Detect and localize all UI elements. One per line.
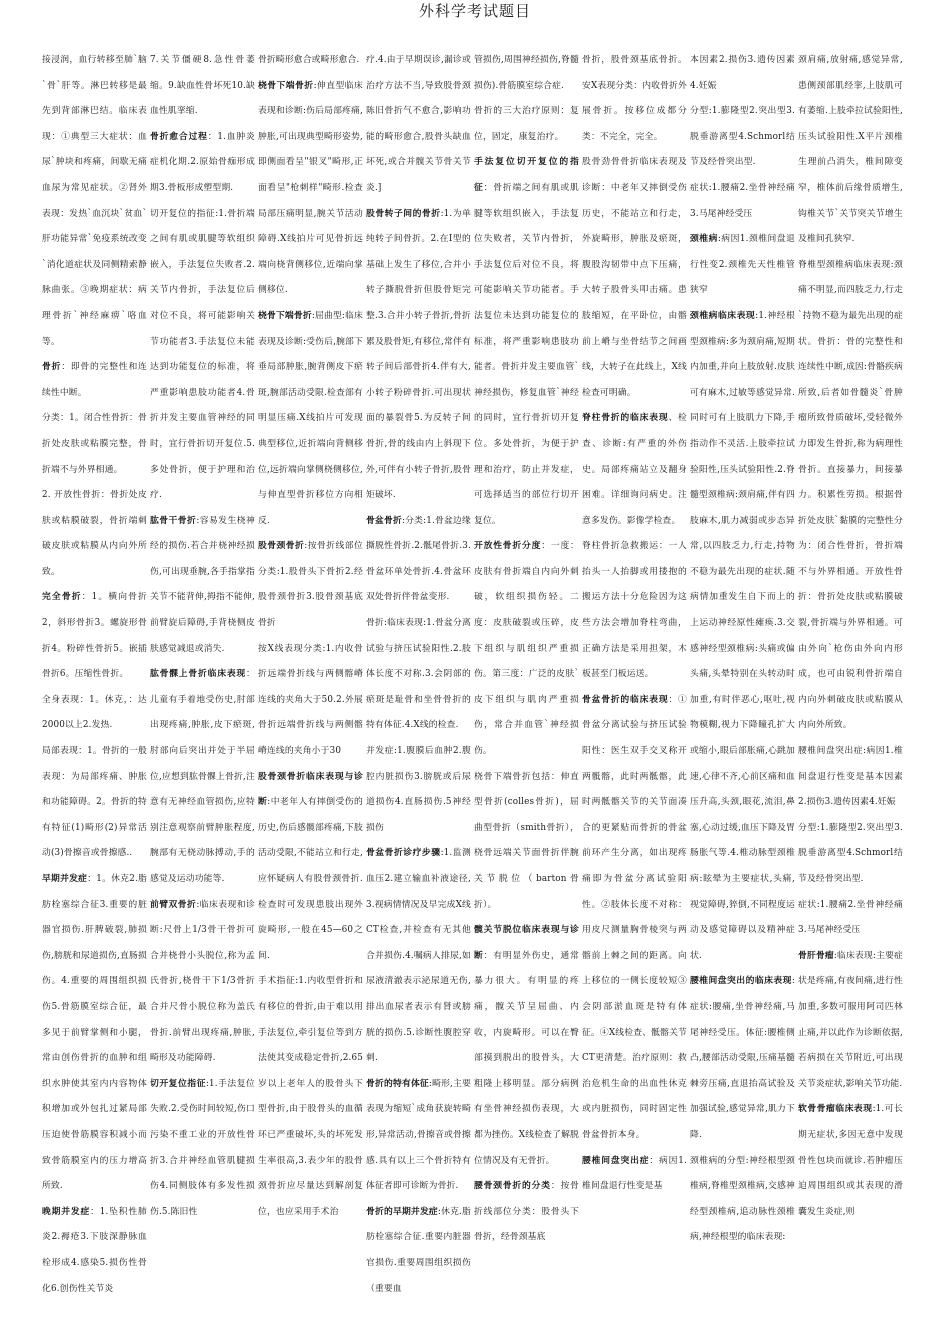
bold-term: 股骨颈骨折: [258, 541, 305, 552]
paragraph-text: 脊柱骨折急救搬运：一人抬头一人抬脚或用搂抱的搬运方法十分危险因为这些方法会增加脊柱弯曲，正确方法是采用担架，木板甚至门板运送。: [582, 541, 687, 680]
paragraph: [258, 637, 363, 765]
column-6: [582, 48, 687, 1338]
paragraph: [366, 739, 471, 841]
paragraph-text: :屈曲型:临床表现及诊断:受伤后,腕部下垂局部肿胀,腕背侧皮下瘀斑,腕部活动受限.检查部有明显压痛.X线拍片可发现典型移位,近折端向背侧移位,远折端向掌侧桡侧移位,与伸直型骨折移位方向相反.: [258, 310, 363, 526]
paragraph-text: ：骨折端之间有肌或肌腱等软组织嵌入，手法复位失败者，关节内骨折，手法复位后对位不良，将可能影响关节功能者。手法复位未达到功能复位的标准，将严重影响患肢功能者。骨折并发主要血管`神经损伤，修复血管`神经的同时，宜行骨折切开复位。多处骨折，为便于护理和治疗，防止并发症，可选择适当的部位行切开复位。: [474, 182, 579, 526]
paragraph-text: :1.手法复位失败.2.受伤时间较短,伤口污染不重工业的开放性骨折3.合并神经血管肌腱损伤4.同侧肢体有多发性损伤.5.陈旧性: [150, 1078, 255, 1217]
paragraph-text: 疗.4.由于早期误诊,漏诊或治疗方法不当,导致股骨颈陈旧骨折气不愈合,影响功能的畸形愈合,股骨头缺血坏死,或合并髋关节骨关节炎.]: [366, 55, 471, 193]
paragraph: [582, 406, 687, 534]
paragraph-text: 、检查、诊断:有严重的外伤史。局部疼痛站立及翻身困难。详细询问病史。注意多发伤。影像学检查。: [582, 413, 687, 526]
paragraph-text: 本因素2.损伤3.遗传因素4.妊娠: [690, 55, 795, 91]
paragraph-text: 分类：1。闭合性骨折：骨折处皮肤或粘膜完整，骨折端不与外界相通。: [42, 413, 147, 475]
paragraph-text: :病因1.颈椎间盘退行性变2.颈椎先天性椎管狭窄: [690, 234, 795, 296]
paragraph-text: :1.可长期无症状,多因无意中发现骨性包块而就诊.若肿瘤压迫周围组织或其表现的滑囊发生炎症,则: [798, 1104, 903, 1217]
bold-term: 肱骨干骨折: [150, 515, 197, 526]
paragraph: [474, 1174, 579, 1251]
paragraph: [42, 867, 147, 1200]
paragraph: [690, 227, 795, 304]
paragraph-text: 颈肩痛,放射痛,感觉异常,患侧颈部肌经挛,上肢肌可有萎缩.上肢牵拉试验阳性,压头试验阳性.X平片颈椎生理前凸消失，椎间隙变窄，椎体前后缘骨质增生,钩椎关节`关节突关节增生及椎间孔狭窄.: [798, 55, 903, 245]
paragraph: [42, 739, 147, 867]
paragraph-text: 切开复位的指征:1.骨折端之间有肌或肌腱等软组织嵌入，手法复位失败者.2.关节内骨折，手法复位后对位不良，将可能影响关节功能者3.手法复位未能达到功能复位的标准，将严重影响患肢功能者4.骨折并发主要血管神经的同时，宜行骨折切开复位.5.多处骨折，便于护理和治疗.: [150, 208, 255, 501]
paragraph-text: ：1。横向骨折2，斜形骨折3。螺旋形骨折4。粉碎性骨折5。嵌插骨折6。压缩性骨折。: [42, 592, 147, 680]
bold-term: 颈椎病: [690, 234, 718, 245]
paragraph: [42, 688, 147, 739]
paragraph: [582, 150, 687, 406]
paragraph-text: ：病因1.椎间盘退行性变是基: [582, 1155, 687, 1192]
column-1: [42, 48, 147, 1338]
paragraph-text: 并发症:1.腹膜后血肿2.腹腔内脏损伤3.膀胱或后尿道损伤4.直肠损伤.5神经损伤: [366, 746, 471, 833]
bold-term: 晚期并发症: [42, 1206, 91, 1217]
paragraph-text: 7.关节僵硬8.急性骨萎缩。9.缺血性骨坏死10.缺血性肌挛缩.: [150, 55, 255, 117]
bold-term: 骨盆骨折: [366, 515, 403, 526]
paragraph: [582, 534, 687, 688]
paragraph-text: 骨折，股骨颈基底骨折。安X表现分类：内收骨折外展骨折。按移位成都分类：不完全，完全。: [582, 55, 687, 142]
paragraph: [366, 202, 471, 509]
bold-term: 前臂双骨折: [150, 899, 197, 910]
paragraph: [150, 509, 255, 663]
paragraph: [42, 48, 147, 355]
paragraph: [42, 355, 147, 406]
bold-term: 切开复位指征: [150, 1078, 206, 1089]
paragraph: [474, 48, 579, 99]
bold-term: 颈椎病临床表现: [690, 310, 756, 321]
bold-term: 股骨转子间的骨折: [366, 208, 441, 219]
paragraph: [150, 48, 255, 125]
paragraph: [366, 48, 471, 202]
bold-term: 脊柱骨折的临床表现: [582, 413, 669, 424]
column-2: [150, 48, 255, 1338]
bold-term: 腰椎间盘突出的临床表现: [690, 976, 792, 987]
paragraph-text: 骨折:临床表现:1.骨盆分离试验与挤压试验阳性.2.肢体长度不对称.3.会阴部的瘀斑是耻骨和坐骨骨折的特有体征.4.X线的检查.: [366, 618, 471, 731]
bold-term: 股骨颈骨折临床表现与诊断: [258, 771, 363, 808]
paragraph: [366, 841, 471, 1071]
paragraph-text: :中老年人有摔倒受伤的历史,伤后感髋部疼痛,下肢活动受限,不能站立和行走,应怀疑病人有股骨颈骨折.检查时可发现患肢出现外旋畸形,一般在45—60之间.: [258, 797, 363, 961]
paragraph: [150, 893, 255, 1072]
paragraph-text: 全身表现：1。休克，：达2000以上2.发热.: [42, 694, 147, 731]
paragraph: [42, 406, 147, 483]
paragraph: [150, 202, 255, 509]
bold-term: 完全骨折: [42, 592, 82, 603]
paragraph: [690, 48, 795, 99]
paragraph-text: 脊椎型颈椎病临床表现:颈痛不明显,而四肢乏力,行走`持物不稳为最先出现的症状。骨折：骨的完整性和连续性中断,成因:骨骼疾病所致,后者如骨髓炎`骨肿瘤所致骨质破坏,受轻微外力即发生骨折,称为病理性骨折。直接暴力，间接暴力。积累性劳损。根据骨折处皮肤`黏膜的完整性分为：闭合性骨折，骨折端不与外界相通。开放性骨折：骨折处皮肤或粘膜破裂,骨折端与外界相通。可由外向`枪伤由外向内形成，也可由锐利骨折端自内向外刺破皮肤或粘膜从内向外所致。: [798, 259, 903, 731]
paragraph: [798, 48, 903, 253]
paragraph: [690, 1149, 795, 1251]
document-title: 外科学考试题目: [418, 2, 531, 20]
paragraph: [366, 1200, 471, 1302]
paragraph: [258, 74, 363, 304]
paragraph-text: :按骨折线部位分类:1.股骨头下骨折2.经股骨颈骨折3.股骨颈基底骨折: [258, 541, 363, 629]
paragraph: [258, 48, 363, 74]
bold-term: 骨折愈合过程: [150, 131, 208, 142]
paragraph-text: :临床表现和诊断:尺骨上1/3骨干骨折可合并桡骨小头脱位,称为孟氏骨折,桡骨干下1/3骨折合并尺骨小脱位称为盖氏骨折.前臂出现疼痛,肿胀,畸形及功能障碍.: [150, 899, 255, 1064]
paragraph: [150, 1072, 255, 1226]
paragraph: [582, 688, 687, 1149]
bold-term: 髋关节脱位临床表现与诊断: [474, 925, 579, 961]
paragraph-text: 分型:1.膨隆型2.突出型3.脱垂游离型4.Schmorl结节及经骨突出型.: [690, 106, 795, 168]
paragraph-text: 接浸润，血行转移至肺`脑`骨`肝等。淋巴转移是最先到背部淋巴结。临床表现：①典型三大症状：血尿`肿块和疼痛，间歇无痛血尿为常见症状。②肾外表现：发热`血沉块`贫血`肝功能异常`免疫系统改变`消化道症状及同侧精索静脉曲张。③晚期症状：病理骨折`神经麻痹`咯血等。: [42, 55, 147, 347]
paragraph: [150, 125, 255, 202]
paragraph: [798, 1097, 903, 1225]
paragraph-text: 股骨劲骨骨折临床表现及诊断：中老年又摔倒受伤历史，不能站立和行走，外旋畸形，肿胀及瘀斑，腹股沟韧带中点下压痛，大转子股骨头叩击痛。患肢缩短，在平卧位，由髂前上嵴与坐骨结节之间画线，大转子在此线上，X线检查可明确。: [582, 157, 687, 398]
paragraph: [258, 765, 363, 970]
paragraph: [690, 99, 795, 176]
paragraph-text: :临床表现:主要症状是疼痛,有夜间痛,进行性加重,多数可服用阿司匹林止痛,并以此作为诊断依据,若病损在关节附近,可出现关节炎症状,影响关节功能.: [798, 950, 903, 1089]
column-3: [258, 48, 363, 1338]
paragraph: [798, 944, 903, 1098]
paragraph: [366, 611, 471, 739]
bold-term: 骨盆骨折的临床表现: [582, 694, 669, 705]
paragraph-text: 骨折的三大治疗原则：复位，固定，康复治疗。: [474, 106, 579, 142]
paragraph-text: 分型:1.膨隆型2.突出型3.脱垂游离型4.Schmorl结节及经骨突出型.: [798, 822, 903, 884]
paragraph-text: 手术指征:1.内收型骨折和有移位的骨折,由于难以用手法复位,牵引复位等到方法使其变成稳定骨折,2.65岁以上老年人的股骨头下型骨折,由于股骨头的血循环已严重破坏,头的坏死发生率很高,3.表少年的股骨颈骨折应尽量达到解剖复位，也应采用手术治: [258, 976, 363, 1217]
bold-term: 肱骨髁上骨折临床表现: [150, 669, 247, 680]
paragraph: [798, 816, 903, 893]
paragraph: [690, 969, 795, 1148]
paragraph: [150, 662, 255, 892]
paragraph: [366, 509, 471, 611]
paragraph-text: 管损伤,周围神经损伤,脊髓损伤).骨筋膜室综合症.: [474, 55, 579, 91]
paragraph: [42, 483, 147, 585]
bold-term: 桡骨下端骨折: [258, 80, 314, 91]
paragraph-text: ：有明显外伤史，通常暴力很大。有明显的疼痛，髋关节呈屈曲、内收，内旋畸形。可以在臀部摸到脱出的股骨头，大粗隆上移明显。部分病例有坐骨神经损伤表现，大都为挫伤。X线检查了解脱位情况及有无骨折。: [474, 950, 579, 1166]
paragraph-text: :症状:腰痛,坐骨神经痛,马尾神经受压。体征:腰椎侧凸,腰部活动受限,压痛基髓棘旁压痛,直退抬高试验及加强试验,感觉异常,肌力下降.: [690, 976, 795, 1140]
paragraph: [474, 765, 579, 919]
bold-term: 骨肝骨瘤: [798, 950, 834, 961]
bold-term: 骨折的特有体征: [366, 1078, 429, 1089]
bold-term: 早期并发症: [42, 874, 88, 884]
paragraph-text: ：一度：皮肤有骨折端自内向外刺破，软组织损伤轻。二度：皮肤破裂或压碎，皮下组织与肌组织严重损伤。第三度：广泛的皮肤`皮下组织与肌肉严重损伤，常合并血管`神经损伤。: [474, 541, 579, 757]
paragraph-text: :分类:1.骨盆边缘撕脱性骨折.2.骶尾骨折.3.骨盆环单处骨折.4.骨盆环双处骨折伴骨盆变形.: [366, 515, 471, 603]
paragraph: [690, 304, 795, 969]
paragraph-text: 2. 开放性骨折：骨折处皮肤或粘膜破裂，骨折端刺破皮肤或粘膜从内向外所致。: [42, 490, 147, 577]
paragraph-text: ：儿童有手着地受伤史,肘部出现疼痛,肿胀,皮下瘀斑,肘部向后突出并处于半屈位,应想到肱骨髁上骨折,注意有无神经血管损伤,应特别注意观察前臂肿胀程度,腕部有无桡动脉搏动,手的感觉及运动功能等.: [150, 669, 255, 884]
paragraph: [582, 48, 687, 150]
paragraph-text: 桡骨下端骨折包括：伸直型骨折(colles骨折)，屈曲型骨折（smith骨折），桡骨远端关节面骨折伴腕关节脱位（barton骨折）。: [474, 771, 579, 910]
bold-term: 骨折: [42, 362, 62, 373]
paragraph-text: ：即骨的完整性和连续性中断。: [42, 362, 147, 398]
paragraph-text: :畸形,主要表现为缩短`成角获旋转畸形,异常活动,骨擦音或骨擦感.具有以上三个骨折特有体征者即可诊断为骨折.: [366, 1078, 471, 1192]
paragraph-text: 腰椎间盘突出症:病因1.椎间盘退行性变是基本因素2.损伤3.遗传因素4.妊娠: [798, 746, 903, 808]
bold-term: 手法复位切开复位的指征: [474, 157, 579, 193]
column-8: [798, 48, 903, 1338]
column-7: [690, 48, 795, 1338]
paragraph: [42, 585, 147, 687]
paragraph-text: ：①骨盆分离试验与挤压试验阳性：医生双手交叉称开两骶髂，此时两骶髂，此时两骶髂关节的关节面凑合的更紧贴而骨折的骨盆前环产生分离，如出现疼痛即为骨盆分离试验阳性。②肢体长度不对称：用皮尺测量胸骨棱突与两髂前上棘之间的距离。向上移位的一侧长度较短③会阴部淤血斑是特有体征。④X线检查、骶髂关节CT更清楚。治疗原则：救治危机生命的出血性休克或内脏损伤，同时固定性骨盆骨折本身。: [582, 694, 687, 1140]
paragraph: [474, 99, 579, 150]
bold-term: 腰骨颈骨折的分类: [474, 1181, 551, 1192]
paragraph: [798, 893, 903, 944]
paragraph-text: :伸直型临床表现和诊断:伤后局部疼痛,肿胀,可出现典型畸形姿势,即侧面看呈"银叉"畸形,正面看呈"枪刺样"畸形.检查局部压痛明显,腕关节活动障碍.X线拍片可见骨折远端向桡背侧移位,近端向掌侧移位.: [258, 80, 363, 296]
bold-term: 骨折的早期并发症: [366, 1206, 438, 1217]
paragraph: [474, 150, 579, 534]
paragraph-text: :休克.脂肪栓塞综合征.重要内脏器官损伤.重要周围组织损伤（重要血: [366, 1206, 471, 1294]
paragraph: [798, 253, 903, 739]
paragraph: [798, 739, 903, 816]
bold-term: 软骨骨瘤临床表现: [798, 1104, 873, 1115]
paragraph-text: :1.监测血压2.建立输血补液途径,3.视病情情况及早完成X线CT检查,并检查有无其他合并损伤.4.嘱病人排尿,如尿液清澈表示泌尿道无伤,排出血尿者表示有肾或膀胱的损伤.5.诊断性腹腔穿刺.: [366, 848, 471, 1064]
paragraph: [258, 534, 363, 636]
paragraph-text: ：按骨折线部位分类：股骨头下骨折，经骨颈基底: [474, 1181, 579, 1243]
paragraph: [474, 534, 579, 764]
paragraph-text: :1.神经根型颈椎病:多为颈肩痛,短期内加重,并向上肢放射.皮肤可有麻木,过敏等感觉异常.同时可有上肢肌力下降,手指动作不灵活.上肢牵拉试验阳性,压头试验阳性.2.脊髓型颈椎病:颈肩痛,伴有四肢麻木,肌力减弱或步态异常,以四肢乏力,行走,持物不稳为最先出现的症状.随病情加重发生自下而上的上运动神经原性瘫痪.3.交感神经型颈椎病:头痛或偏头痛,头晕特别在头转动时加重,有时伴恶心,呕吐,视物模糊,视力下降瞳孔扩大或缩小,眼后部胀痛,心跳加速,心律不齐,心前区痛和血压升高,头颈,眼花,流泪,鼻塞,心动过缓,血压下降及胃肠胀气等.4.椎动脉型颈椎病:眩晕为主要症状,头痛,视觉障碍,猝倒,不同程度运动及感觉障碍以及精神症状.: [690, 310, 795, 961]
paragraph: [474, 918, 579, 1174]
paragraph-text: ：1.坠积性肺炎2.褥疮3.下肢深静脉血栓形成4.感染5.损伤性骨化6.创伤性关节炎: [42, 1206, 147, 1294]
paragraph: [42, 1200, 147, 1302]
column-5: [474, 48, 579, 1338]
paragraph: [366, 1072, 471, 1200]
bold-term: 骨盆骨折诊疗步骤: [366, 848, 441, 859]
paragraph-text: 局部表现：1。骨折的一般表现：为局部疼痛、肿胀和功能障碍。2。骨折的特有特征(1)畸形(2)异常活动(3)骨擦音或骨擦感..: [42, 746, 147, 859]
paragraph: [258, 969, 363, 1225]
bold-term: 腰椎间盘突出症: [582, 1155, 650, 1166]
paragraph-text: 骨折畸形愈合或畸形愈合.: [258, 55, 360, 65]
paragraph: [582, 1149, 687, 1200]
bold-term: 开放性骨折分度: [474, 541, 542, 552]
paragraph-text: 按X线表现分类:1.内收骨折远端骨折线与两侧髂嵴连线的夹角大于50.2.外展骨折远端骨折线与两侧髂嵴连线的夹角小于30: [258, 643, 363, 757]
paragraph-text: :容易发生桡神经的损伤.若合并桡神经损伤,可出现垂腕,各手指掌指关节不能背伸,拇指不能伸,前臂旋后障碍,手背桡侧皮肤感觉减退或消失.: [150, 515, 255, 654]
paragraph-text: 症状:1.腰痛2.坐骨神经痛3.马尾神经受压: [690, 182, 795, 219]
paragraph-text: :1.为单纯转子间骨折。2.在I型的基础上发生了移位,合并小转子撕脱骨折但股骨矩完整.3.合并小转子骨折,骨折累及股骨矩,有移位,常伴有转子间后部骨折4.伴有大,小转子粉碎骨折.可出现状面的暴裂骨5.为反转子间骨折,骨的线由内上斜现下外,可伴有小转子骨折,股骨矩破坏.: [366, 208, 471, 501]
bold-term: 桡骨下端骨折: [258, 310, 312, 321]
paragraph-text: 症状:1.腰痛2.坐骨神经痛3.马尾神经受压: [798, 899, 903, 936]
paragraph: [258, 304, 363, 534]
text-columns: [42, 48, 908, 1338]
column-4: [366, 48, 471, 1338]
paragraph-text: 颈椎病的分型:神经根型颈椎病,脊椎型颈椎病,交感神经型颈椎病,追动脉性颈椎病,神经根型的临床表现:: [690, 1155, 795, 1243]
paragraph-text: ：1.血肿炎症机化期.2.原始骨痂形成期3.骨板形成塑型期.: [150, 131, 255, 193]
paragraph-text: ：1。休克2.脂肪栓塞综合征3.重要的脏器官损伤.肝脾破裂,肺损伤,膀胱和尿道损伤,直肠损伤。4.重要的周围组织损伤5.骨筋膜室综合征，最多见于前臂掌侧和小腿，常由创伤骨折的血肿和组织水肿使其室内内容物体积增加或外包扎过紧局部压迫使骨筋膜容积减小而致骨筋膜室内的压力增高所致.: [42, 874, 147, 1192]
paragraph: [690, 176, 795, 227]
